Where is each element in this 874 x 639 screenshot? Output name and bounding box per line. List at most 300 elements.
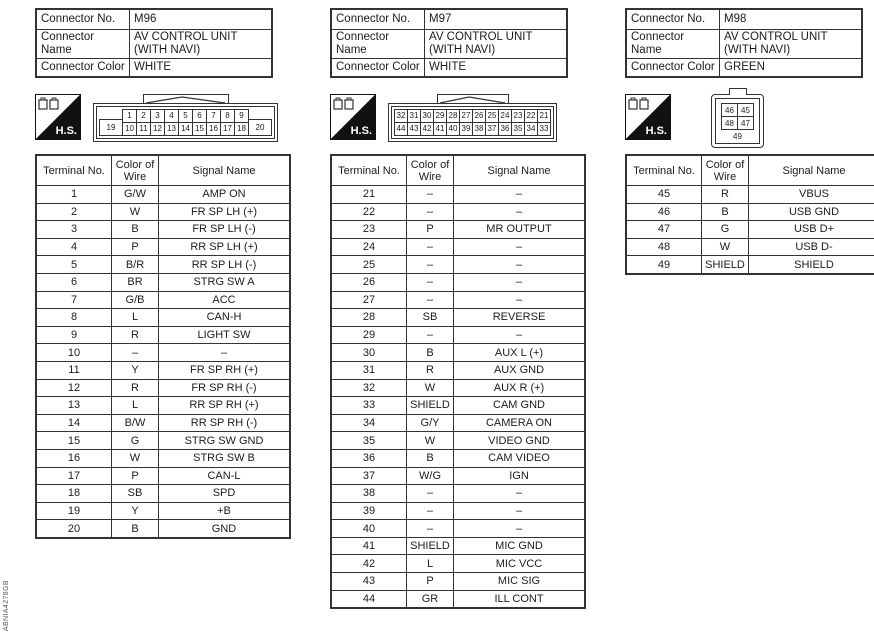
- table-row: [36, 397, 290, 415]
- table-cell: B: [407, 344, 454, 362]
- connector-name-value: AV CONTROL UNIT (WITH NAVI): [130, 29, 273, 58]
- table-row: [36, 186, 290, 204]
- pin-cell: 36: [498, 122, 512, 136]
- pin-cell: 4: [164, 109, 179, 123]
- connector-name-value: AV CONTROL UNIT (WITH NAVI): [425, 29, 568, 58]
- col-terminal-no: Terminal No.: [331, 155, 407, 186]
- table-row: [331, 344, 585, 362]
- pin-cell: 31: [407, 109, 421, 123]
- table-cell: AUX R (+): [454, 379, 586, 397]
- table-cell: 25: [331, 256, 407, 274]
- table-cell: CAMERA ON: [454, 414, 586, 432]
- pin-cell: 26: [472, 109, 486, 123]
- table-cell: FR SP LH (+): [159, 203, 291, 221]
- pin-cell: 37: [485, 122, 499, 136]
- table-header-row: [36, 155, 290, 186]
- pin-diagram-m97: [388, 103, 557, 142]
- table-row: [626, 256, 874, 274]
- table-row: [36, 326, 290, 344]
- info-label: Connector Color: [331, 58, 425, 77]
- table-cell: W: [112, 203, 159, 221]
- table-cell: B/W: [112, 414, 159, 432]
- table-cell: BR: [112, 273, 159, 291]
- table-row: [331, 590, 585, 608]
- figure-code: ABNIA4278GB: [3, 579, 10, 631]
- table-cell: B: [112, 221, 159, 239]
- pin-grid: [122, 109, 249, 136]
- table-cell: AUX L (+): [454, 344, 586, 362]
- table-row: [36, 361, 290, 379]
- table-cell: 42: [331, 555, 407, 573]
- table-cell: 24: [331, 238, 407, 256]
- table-cell: 4: [36, 238, 112, 256]
- table-cell: MIC GND: [454, 537, 586, 555]
- table-row: [626, 238, 874, 256]
- table-row: [331, 397, 585, 415]
- table-row: [36, 502, 290, 520]
- table-cell: –: [407, 203, 454, 221]
- table-row: [331, 467, 585, 485]
- info-label: Connector Color: [626, 58, 720, 77]
- pin-cell: 5: [178, 109, 193, 123]
- table-cell: +B: [159, 502, 291, 520]
- table-row: [36, 221, 290, 239]
- table-cell: –: [112, 344, 159, 362]
- pin-cell: 23: [511, 109, 525, 123]
- table-cell: P: [407, 221, 454, 239]
- pin-diagram-m98: [711, 94, 764, 148]
- table-cell: ACC: [159, 291, 291, 309]
- col-color-of-wire: Color of Wire: [112, 155, 159, 186]
- table-cell: –: [454, 273, 586, 291]
- pin-cell: 33: [537, 122, 551, 136]
- table-cell: 26: [331, 273, 407, 291]
- table-cell: 46: [626, 203, 702, 221]
- pin-cell: 46: [721, 103, 738, 117]
- info-row: [331, 58, 567, 77]
- hs-icon: [330, 94, 376, 140]
- info-label: Connector Name: [626, 29, 720, 58]
- table-cell: FR SP RH (-): [159, 379, 291, 397]
- table-cell: MR OUTPUT: [454, 221, 586, 239]
- table-row: [331, 485, 585, 503]
- pin-cell: 44: [394, 122, 408, 136]
- col-signal-name: Signal Name: [749, 155, 874, 186]
- info-row: [331, 29, 567, 58]
- table-row: [331, 432, 585, 450]
- connector-info-table: [35, 8, 273, 78]
- table-cell: –: [454, 291, 586, 309]
- table-row: [331, 221, 585, 239]
- pin-cell: 39: [459, 122, 473, 136]
- pin-cell: 18: [234, 122, 249, 136]
- pin-cell: 22: [524, 109, 538, 123]
- pin-cell: 16: [206, 122, 221, 136]
- table-row: [36, 238, 290, 256]
- table-cell: –: [407, 502, 454, 520]
- table-cell: VIDEO GND: [454, 432, 586, 450]
- connector-info-table: [625, 8, 863, 78]
- table-cell: Y: [112, 361, 159, 379]
- pin-cell: 25: [485, 109, 499, 123]
- pin-cell: 6: [192, 109, 207, 123]
- connector-color-value: WHITE: [425, 58, 568, 77]
- table-cell: –: [407, 291, 454, 309]
- table-row: [36, 432, 290, 450]
- table-row: [36, 344, 290, 362]
- table-cell: 44: [331, 590, 407, 608]
- table-row: [36, 273, 290, 291]
- table-cell: –: [407, 256, 454, 274]
- hs-icon: [35, 94, 81, 140]
- connector-name-value: AV CONTROL UNIT (WITH NAVI): [720, 29, 863, 58]
- table-cell: R: [112, 379, 159, 397]
- table-cell: W/G: [407, 467, 454, 485]
- table-cell: –: [407, 485, 454, 503]
- pin-cell: 9: [234, 109, 249, 123]
- info-label: Connector Color: [36, 58, 130, 77]
- table-cell: 22: [331, 203, 407, 221]
- pin-row-bottom: [122, 122, 249, 136]
- table-cell: L: [112, 397, 159, 415]
- table-row: [36, 309, 290, 327]
- terminal-table-m96: [35, 154, 291, 539]
- table-cell: 6: [36, 273, 112, 291]
- table-cell: –: [159, 344, 291, 362]
- table-row: [36, 467, 290, 485]
- table-cell: 43: [331, 573, 407, 591]
- col-color-of-wire: Color of Wire: [702, 155, 749, 186]
- table-cell: 21: [331, 186, 407, 204]
- col-signal-name: Signal Name: [454, 155, 586, 186]
- table-cell: G/Y: [407, 414, 454, 432]
- table-cell: 3: [36, 221, 112, 239]
- pin-cell: 21: [537, 109, 551, 123]
- terminal-table-m98: [625, 154, 874, 275]
- table-row: [36, 291, 290, 309]
- table-cell: –: [454, 203, 586, 221]
- table-cell: RR SP RH (+): [159, 397, 291, 415]
- connector-no-value: M96: [130, 9, 273, 29]
- table-cell: AUX GND: [454, 361, 586, 379]
- table-cell: 20: [36, 520, 112, 538]
- connector-latch-tab: [729, 88, 747, 95]
- table-cell: –: [407, 238, 454, 256]
- pin-diagram-m96: [93, 103, 278, 142]
- table-cell: 34: [331, 414, 407, 432]
- table-cell: 41: [331, 537, 407, 555]
- table-cell: IGN: [454, 467, 586, 485]
- connector-panel-m96: [35, 8, 273, 539]
- table-row: [331, 449, 585, 467]
- table-row: [331, 238, 585, 256]
- pin-cell: 41: [433, 122, 447, 136]
- info-label: Connector No.: [626, 9, 720, 29]
- pin-grid: [394, 109, 551, 136]
- table-row: [36, 520, 290, 538]
- table-cell: –: [454, 520, 586, 538]
- table-cell: –: [407, 273, 454, 291]
- table-cell: –: [407, 520, 454, 538]
- table-cell: STRG SW B: [159, 449, 291, 467]
- table-cell: B: [702, 203, 749, 221]
- table-cell: STRG SW GND: [159, 432, 291, 450]
- table-cell: RR SP LH (+): [159, 238, 291, 256]
- table-cell: –: [454, 326, 586, 344]
- table-cell: CAN-H: [159, 309, 291, 327]
- connector-panel-m97: [330, 8, 568, 609]
- table-cell: W: [407, 432, 454, 450]
- hs-label: H.S.: [350, 125, 372, 137]
- table-cell: SHIELD: [407, 397, 454, 415]
- pin-cell: 19: [99, 119, 123, 136]
- table-cell: 16: [36, 449, 112, 467]
- table-cell: 30: [331, 344, 407, 362]
- pin-row-top: [122, 109, 249, 123]
- table-cell: RR SP LH (-): [159, 256, 291, 274]
- pin-cell: 7: [206, 109, 221, 123]
- table-cell: 38: [331, 485, 407, 503]
- table-cell: REVERSE: [454, 309, 586, 327]
- connector-view-row: [625, 92, 863, 142]
- pin-cell: 3: [150, 109, 165, 123]
- table-cell: 49: [626, 256, 702, 274]
- pin-row-bottom: [721, 116, 754, 130]
- table-cell: 1: [36, 186, 112, 204]
- table-cell: P: [112, 238, 159, 256]
- connector-color-value: WHITE: [130, 58, 273, 77]
- table-row: [36, 256, 290, 274]
- table-cell: B: [407, 449, 454, 467]
- pin-cell: 15: [192, 122, 207, 136]
- table-cell: 9: [36, 326, 112, 344]
- pin-cell: 45: [737, 103, 754, 117]
- col-signal-name: Signal Name: [159, 155, 291, 186]
- table-cell: –: [454, 485, 586, 503]
- table-cell: G/B: [112, 291, 159, 309]
- pin-cell: 12: [150, 122, 165, 136]
- table-row: [331, 414, 585, 432]
- pin-cell: 47: [737, 116, 754, 130]
- table-cell: –: [454, 256, 586, 274]
- pin-cell: 20: [248, 119, 272, 136]
- info-row: [626, 9, 862, 29]
- table-cell: 28: [331, 309, 407, 327]
- table-row: [331, 361, 585, 379]
- pin-cell: 35: [511, 122, 525, 136]
- table-row: [36, 203, 290, 221]
- table-row: [331, 520, 585, 538]
- table-cell: 5: [36, 256, 112, 274]
- info-row: [331, 9, 567, 29]
- table-cell: 2: [36, 203, 112, 221]
- table-cell: W: [112, 449, 159, 467]
- table-cell: P: [407, 573, 454, 591]
- table-cell: 17: [36, 467, 112, 485]
- table-cell: –: [454, 186, 586, 204]
- table-cell: VBUS: [749, 186, 874, 204]
- table-cell: R: [112, 326, 159, 344]
- table-cell: SHIELD: [702, 256, 749, 274]
- table-cell: W: [702, 238, 749, 256]
- table-cell: SPD: [159, 485, 291, 503]
- table-row: [331, 537, 585, 555]
- pin-row-top: [394, 109, 551, 123]
- table-cell: L: [407, 555, 454, 573]
- table-cell: AMP ON: [159, 186, 291, 204]
- table-cell: GND: [159, 520, 291, 538]
- table-cell: USB GND: [749, 203, 874, 221]
- info-label: Connector Name: [36, 29, 130, 58]
- table-row: [331, 291, 585, 309]
- table-cell: STRG SW A: [159, 273, 291, 291]
- pin-grid: [721, 103, 754, 130]
- table-cell: R: [407, 361, 454, 379]
- pin-cell: 13: [164, 122, 179, 136]
- table-cell: LIGHT SW: [159, 326, 291, 344]
- table-row: [331, 502, 585, 520]
- pin-cell: 40: [446, 122, 460, 136]
- table-cell: 15: [36, 432, 112, 450]
- table-cell: 39: [331, 502, 407, 520]
- table-cell: CAN-L: [159, 467, 291, 485]
- table-cell: SB: [112, 485, 159, 503]
- table-cell: L: [112, 309, 159, 327]
- table-row: [331, 309, 585, 327]
- info-label: Connector No.: [331, 9, 425, 29]
- connector-color-value: GREEN: [720, 58, 863, 77]
- table-row: [36, 379, 290, 397]
- table-cell: G/W: [112, 186, 159, 204]
- table-cell: 19: [36, 502, 112, 520]
- pin-cell: 38: [472, 122, 486, 136]
- table-cell: 29: [331, 326, 407, 344]
- table-row: [331, 186, 585, 204]
- connector-no-value: M97: [425, 9, 568, 29]
- table-cell: 14: [36, 414, 112, 432]
- info-row: [36, 29, 272, 58]
- table-cell: MIC VCC: [454, 555, 586, 573]
- pin-cell: 8: [220, 109, 235, 123]
- table-row: [331, 203, 585, 221]
- table-cell: B: [112, 520, 159, 538]
- table-cell: B/R: [112, 256, 159, 274]
- table-cell: 31: [331, 361, 407, 379]
- hs-icon: [625, 94, 671, 140]
- table-cell: CAM VIDEO: [454, 449, 586, 467]
- table-cell: 45: [626, 186, 702, 204]
- table-cell: G: [112, 432, 159, 450]
- pin-cell: 42: [420, 122, 434, 136]
- table-cell: CAM GND: [454, 397, 586, 415]
- table-cell: 40: [331, 520, 407, 538]
- info-row: [626, 58, 862, 77]
- connector-panel-m98: [625, 8, 863, 275]
- pin-cell: 10: [122, 122, 137, 136]
- table-cell: 12: [36, 379, 112, 397]
- table-cell: USB D+: [749, 221, 874, 239]
- table-row: [36, 414, 290, 432]
- pin-cell: 29: [433, 109, 447, 123]
- table-cell: 32: [331, 379, 407, 397]
- pin-cell-49: 49: [733, 132, 742, 141]
- table-cell: FR SP RH (+): [159, 361, 291, 379]
- table-row: [331, 326, 585, 344]
- table-cell: 18: [36, 485, 112, 503]
- pin-cell: 43: [407, 122, 421, 136]
- table-cell: 36: [331, 449, 407, 467]
- table-cell: RR SP RH (-): [159, 414, 291, 432]
- col-terminal-no: Terminal No.: [36, 155, 112, 186]
- pin-cell: 34: [524, 122, 538, 136]
- table-cell: SHIELD: [749, 256, 874, 274]
- table-cell: 27: [331, 291, 407, 309]
- connector-no-value: M98: [720, 9, 863, 29]
- info-label: Connector Name: [331, 29, 425, 58]
- table-header-row: [331, 155, 585, 186]
- pin-cell: 24: [498, 109, 512, 123]
- table-cell: MIC SIG: [454, 573, 586, 591]
- table-cell: 35: [331, 432, 407, 450]
- pin-cell: 11: [136, 122, 151, 136]
- connector-glyph-icon: [333, 97, 355, 111]
- table-cell: 23: [331, 221, 407, 239]
- table-cell: W: [407, 379, 454, 397]
- table-header-row: [626, 155, 874, 186]
- pin-cell: 2: [136, 109, 151, 123]
- pin-cell: 30: [420, 109, 434, 123]
- table-row: [36, 485, 290, 503]
- connector-info-table: [330, 8, 568, 78]
- table-row: [331, 573, 585, 591]
- table-cell: –: [407, 186, 454, 204]
- table-row: [626, 203, 874, 221]
- table-cell: 33: [331, 397, 407, 415]
- pin-cell: 14: [178, 122, 193, 136]
- table-row: [36, 449, 290, 467]
- table-cell: 48: [626, 238, 702, 256]
- table-cell: 47: [626, 221, 702, 239]
- terminal-table-m97: [330, 154, 586, 609]
- connector-view-row: [35, 92, 273, 142]
- table-cell: USB D-: [749, 238, 874, 256]
- hs-label: H.S.: [55, 125, 77, 137]
- table-cell: 37: [331, 467, 407, 485]
- pin-row-top: [721, 103, 754, 117]
- hs-label: H.S.: [645, 125, 667, 137]
- connector-view-row: [330, 92, 568, 142]
- table-cell: –: [407, 326, 454, 344]
- table-row: [331, 273, 585, 291]
- pin-cell: 17: [220, 122, 235, 136]
- table-row: [331, 555, 585, 573]
- col-color-of-wire: Color of Wire: [407, 155, 454, 186]
- table-cell: GR: [407, 590, 454, 608]
- table-cell: P: [112, 467, 159, 485]
- table-cell: 7: [36, 291, 112, 309]
- connector-glyph-icon: [38, 97, 60, 111]
- info-row: [626, 29, 862, 58]
- table-cell: SHIELD: [407, 537, 454, 555]
- table-cell: 13: [36, 397, 112, 415]
- info-row: [36, 58, 272, 77]
- table-cell: ILL CONT: [454, 590, 586, 608]
- pin-cell: 32: [394, 109, 408, 123]
- pin-row-bottom: [394, 122, 551, 136]
- table-cell: Y: [112, 502, 159, 520]
- table-row: [331, 379, 585, 397]
- table-row: [626, 186, 874, 204]
